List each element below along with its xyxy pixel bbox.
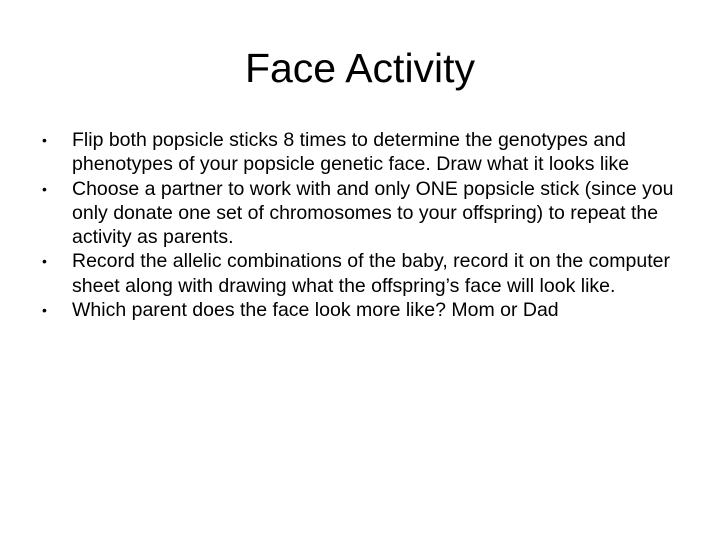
bullet-text: Which parent does the face look more like? Mom or Dad [72,299,559,322]
bullet-icon: • [42,132,47,148]
bullet-text: Record the allelic combinations of the baby, record it on the computer sheet along with drawing what the offspring’s face will look like. [72,250,670,297]
slide-title: Face Activity [244,45,476,91]
bullet-text: Flip both popsicle sticks 8 times to determine the genotypes and phenotypes of your popsicle genetic face. Draw what it looks like [72,129,630,176]
bullet-icon: • [42,253,47,270]
bullet-list [42,128,692,322]
bullet-item [42,177,692,250]
bullet-item [42,128,692,177]
bullet-item [42,249,692,298]
bullet-icon: • [42,302,47,319]
bullet-text: Choose a partner to work with and only ONE popsicle stick (since you only donate one set of chromosomes to your offspring) to repeat the activity as parents. [72,177,674,249]
bullet-icon: • [42,180,47,197]
bullet-item [42,298,692,322]
